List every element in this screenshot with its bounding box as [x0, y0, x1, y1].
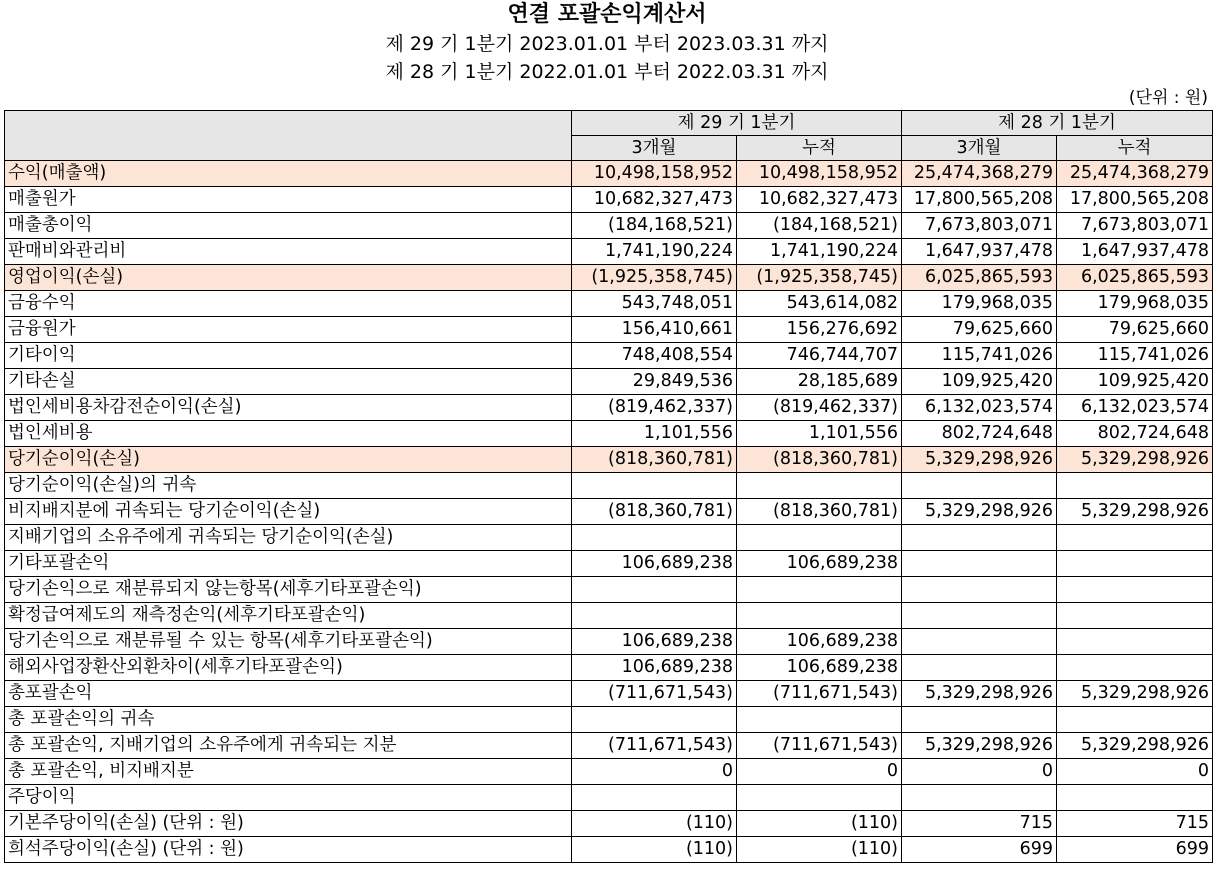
amount-cell: (1,925,358,745)	[572, 265, 737, 291]
account-label: 지배기업의 소유주에게 귀속되는 당기순이익(손실)	[5, 525, 572, 551]
amount-cell: 0	[1057, 759, 1213, 785]
amount-cell: 115,741,026	[1057, 343, 1213, 369]
table-row	[5, 525, 1213, 551]
amount-cell: 6,025,865,593	[1057, 265, 1213, 291]
amount-cell	[902, 785, 1057, 811]
table-row	[5, 577, 1213, 603]
amount-cell: 802,724,648	[902, 421, 1057, 447]
amount-cell: 79,625,660	[902, 317, 1057, 343]
amount-cell: 715	[1057, 811, 1213, 837]
account-label: 금융원가	[5, 317, 572, 343]
amount-cell	[902, 655, 1057, 681]
account-label: 총 포괄손익, 지배기업의 소유주에게 귀속되는 지분	[5, 733, 572, 759]
amount-cell: 715	[902, 811, 1057, 837]
account-label: 기타포괄손익	[5, 551, 572, 577]
amount-cell	[1057, 707, 1213, 733]
amount-cell: 106,689,238	[737, 629, 902, 655]
amount-cell: 28,185,689	[737, 369, 902, 395]
amount-cell: (110)	[737, 837, 902, 863]
amount-cell	[902, 525, 1057, 551]
amount-cell: (711,671,543)	[737, 733, 902, 759]
account-label: 당기순이익(손실)의 귀속	[5, 473, 572, 499]
account-label: 희석주당이익(손실) (단위 : 원)	[5, 837, 572, 863]
amount-cell: (711,671,543)	[737, 681, 902, 707]
amount-cell: 17,800,565,208	[902, 187, 1057, 213]
amount-cell: (110)	[737, 811, 902, 837]
amount-cell: 79,625,660	[1057, 317, 1213, 343]
account-label: 주당이익	[5, 785, 572, 811]
header-sub-prior-3m: 3개월	[902, 136, 1057, 161]
amount-cell: 1,647,937,478	[1057, 239, 1213, 265]
amount-cell: 25,474,368,279	[1057, 161, 1213, 187]
amount-cell: 699	[1057, 837, 1213, 863]
amount-cell: 10,498,158,952	[572, 161, 737, 187]
amount-cell	[902, 707, 1057, 733]
amount-cell: (1,925,358,745)	[737, 265, 902, 291]
header-prior-period: 제 28 기 1분기	[902, 111, 1213, 136]
period-prior: 제 28 기 1분기 2022.01.01 부터 2022.03.31 까지	[385, 61, 829, 83]
amount-cell: 106,689,238	[737, 655, 902, 681]
amount-cell	[902, 577, 1057, 603]
amount-cell: 0	[902, 759, 1057, 785]
amount-cell: (711,671,543)	[572, 733, 737, 759]
header-sub-current-3m: 3개월	[572, 136, 737, 161]
account-label: 비지배지분에 귀속되는 당기순이익(손실)	[5, 499, 572, 525]
amount-cell: 543,614,082	[737, 291, 902, 317]
table-row	[5, 655, 1213, 681]
amount-cell: 5,329,298,926	[902, 681, 1057, 707]
table-row	[5, 395, 1213, 421]
amount-cell: (184,168,521)	[572, 213, 737, 239]
table-row	[5, 317, 1213, 343]
table-row	[5, 707, 1213, 733]
amount-cell	[737, 707, 902, 733]
amount-cell: 17,800,565,208	[1057, 187, 1213, 213]
account-label: 기타손실	[5, 369, 572, 395]
account-label: 총 포괄손익, 비지배지분	[5, 759, 572, 785]
amount-cell: (818,360,781)	[572, 447, 737, 473]
amount-cell	[1057, 629, 1213, 655]
table-row	[5, 343, 1213, 369]
account-label: 총포괄손익	[5, 681, 572, 707]
amount-cell	[1057, 551, 1213, 577]
table-row	[5, 473, 1213, 499]
amount-cell: 5,329,298,926	[1057, 447, 1213, 473]
account-label: 확정급여제도의 재측정손익(세후기타포괄손익)	[5, 603, 572, 629]
account-label: 당기순이익(손실)	[5, 447, 572, 473]
amount-cell: 543,748,051	[572, 291, 737, 317]
table-row	[5, 369, 1213, 395]
header-current-period: 제 29 기 1분기	[572, 111, 902, 136]
amount-cell	[572, 603, 737, 629]
amount-cell: 106,689,238	[572, 629, 737, 655]
header-account-cell	[5, 111, 572, 161]
amount-cell: 179,968,035	[902, 291, 1057, 317]
unit-label: (단위 : 원)	[1128, 88, 1208, 108]
account-label: 법인세비용차감전순이익(손실)	[5, 395, 572, 421]
amount-cell: 109,925,420	[1057, 369, 1213, 395]
table-row	[5, 447, 1213, 473]
amount-cell: 802,724,648	[1057, 421, 1213, 447]
table-row	[5, 421, 1213, 447]
table-row	[5, 187, 1213, 213]
amount-cell	[1057, 473, 1213, 499]
header-sub-prior-cum: 누적	[1057, 136, 1213, 161]
amount-cell: 0	[737, 759, 902, 785]
amount-cell	[737, 473, 902, 499]
amount-cell: 25,474,368,279	[902, 161, 1057, 187]
table-row	[5, 603, 1213, 629]
account-label: 판매비와관리비	[5, 239, 572, 265]
amount-cell: 156,410,661	[572, 317, 737, 343]
amount-cell: (711,671,543)	[572, 681, 737, 707]
account-label: 영업이익(손실)	[5, 265, 572, 291]
amount-cell	[902, 551, 1057, 577]
amount-cell	[902, 473, 1057, 499]
amount-cell: 1,741,190,224	[737, 239, 902, 265]
amount-cell: (818,360,781)	[737, 499, 902, 525]
table-row	[5, 733, 1213, 759]
header-sub-current-cum: 누적	[737, 136, 902, 161]
account-label: 매출총이익	[5, 213, 572, 239]
amount-cell: 106,689,238	[737, 551, 902, 577]
amount-cell	[572, 707, 737, 733]
amount-cell: 10,682,327,473	[572, 187, 737, 213]
account-label: 수익(매출액)	[5, 161, 572, 187]
period-current: 제 29 기 1분기 2023.01.01 부터 2023.03.31 까지	[385, 33, 829, 55]
amount-cell	[737, 525, 902, 551]
account-label: 법인세비용	[5, 421, 572, 447]
amount-cell: 5,329,298,926	[902, 447, 1057, 473]
amount-cell: (819,462,337)	[572, 395, 737, 421]
amount-cell: 10,682,327,473	[737, 187, 902, 213]
amount-cell: 106,689,238	[572, 551, 737, 577]
table-row	[5, 161, 1213, 187]
statement-title: 연결 포괄손익계산서	[507, 2, 707, 27]
amount-cell	[1057, 577, 1213, 603]
amount-cell: 115,741,026	[902, 343, 1057, 369]
amount-cell: 7,673,803,071	[902, 213, 1057, 239]
table-row	[5, 499, 1213, 525]
account-label: 당기손익으로 재분류될 수 있는 항목(세후기타포괄손익)	[5, 629, 572, 655]
account-label: 매출원가	[5, 187, 572, 213]
amount-cell: (818,360,781)	[737, 447, 902, 473]
header-row-periods	[5, 111, 1213, 136]
amount-cell: 1,101,556	[572, 421, 737, 447]
amount-cell: (110)	[572, 811, 737, 837]
amount-cell: 109,925,420	[902, 369, 1057, 395]
amount-cell: 699	[902, 837, 1057, 863]
amount-cell	[902, 603, 1057, 629]
account-label: 금융수익	[5, 291, 572, 317]
table-row	[5, 681, 1213, 707]
table-row	[5, 239, 1213, 265]
amount-cell: 5,329,298,926	[902, 733, 1057, 759]
amount-cell: 6,132,023,574	[902, 395, 1057, 421]
table-row	[5, 213, 1213, 239]
amount-cell: 1,741,190,224	[572, 239, 737, 265]
amount-cell: (110)	[572, 837, 737, 863]
amount-cell	[1057, 655, 1213, 681]
amount-cell: 6,025,865,593	[902, 265, 1057, 291]
amount-cell: 106,689,238	[572, 655, 737, 681]
amount-cell: 5,329,298,926	[902, 499, 1057, 525]
amount-cell: 0	[572, 759, 737, 785]
table-row	[5, 759, 1213, 785]
amount-cell: 5,329,298,926	[1057, 681, 1213, 707]
account-label: 당기손익으로 재분류되지 않는항목(세후기타포괄손익)	[5, 577, 572, 603]
amount-cell: 179,968,035	[1057, 291, 1213, 317]
account-label: 기본주당이익(손실) (단위 : 원)	[5, 811, 572, 837]
amount-cell: 5,329,298,926	[1057, 499, 1213, 525]
amount-cell: (818,360,781)	[572, 499, 737, 525]
amount-cell	[737, 785, 902, 811]
amount-cell	[572, 525, 737, 551]
amount-cell	[1057, 785, 1213, 811]
amount-cell	[1057, 603, 1213, 629]
account-label: 기타이익	[5, 343, 572, 369]
amount-cell	[902, 629, 1057, 655]
income-statement-table	[4, 110, 1213, 863]
table-row	[5, 837, 1213, 863]
amount-cell: 29,849,536	[572, 369, 737, 395]
amount-cell	[737, 577, 902, 603]
amount-cell: 7,673,803,071	[1057, 213, 1213, 239]
amount-cell: 1,101,556	[737, 421, 902, 447]
amount-cell	[737, 603, 902, 629]
amount-cell: 10,498,158,952	[737, 161, 902, 187]
amount-cell: 5,329,298,926	[1057, 733, 1213, 759]
amount-cell	[1057, 525, 1213, 551]
amount-cell	[572, 785, 737, 811]
amount-cell: 1,647,937,478	[902, 239, 1057, 265]
account-label: 총 포괄손익의 귀속	[5, 707, 572, 733]
table-row	[5, 629, 1213, 655]
amount-cell: 746,744,707	[737, 343, 902, 369]
account-label: 해외사업장환산외환차이(세후기타포괄손익)	[5, 655, 572, 681]
amount-cell	[572, 577, 737, 603]
amount-cell: 156,276,692	[737, 317, 902, 343]
amount-cell: 748,408,554	[572, 343, 737, 369]
table-row	[5, 551, 1213, 577]
amount-cell: (819,462,337)	[737, 395, 902, 421]
table-row	[5, 291, 1213, 317]
table-row	[5, 265, 1213, 291]
table-row	[5, 811, 1213, 837]
amount-cell: (184,168,521)	[737, 213, 902, 239]
amount-cell: 6,132,023,574	[1057, 395, 1213, 421]
table-row	[5, 785, 1213, 811]
amount-cell	[572, 473, 737, 499]
